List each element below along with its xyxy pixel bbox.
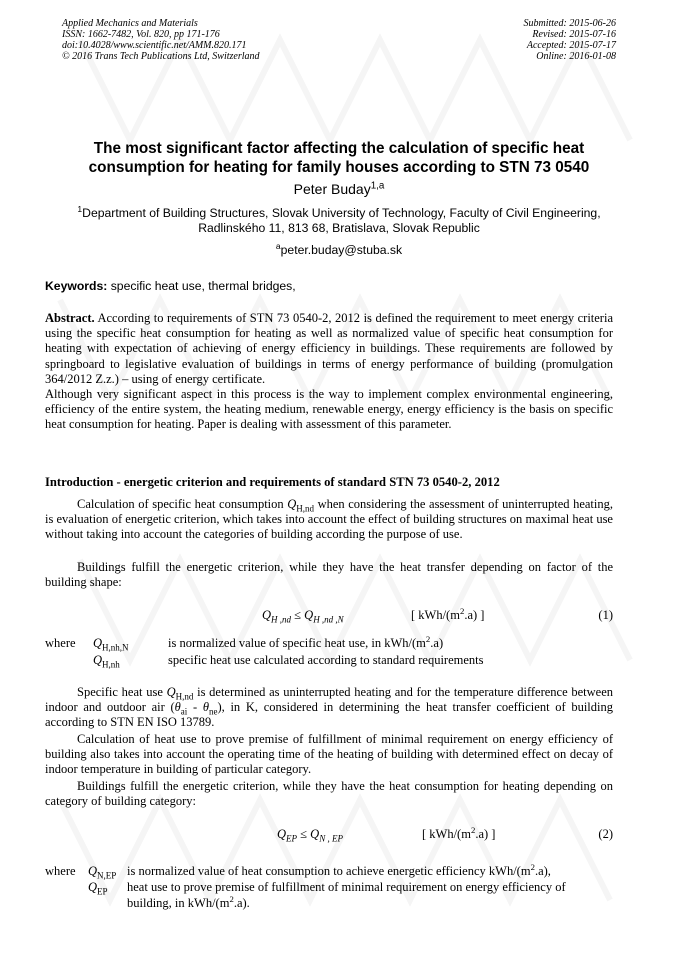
eq1-unit-b: .a) ] xyxy=(464,608,485,622)
eq2-unit-a: [ kWh/(m xyxy=(422,827,471,841)
affiliation-line-2: Radlinského 11, 813 68, Bratislava, Slovak Republic xyxy=(198,221,480,235)
where-2-def-2-line-2 xyxy=(127,893,250,911)
eq1-rhs-sub: H ,nd ,N xyxy=(313,614,344,625)
title-line-1: The most significant factor affecting the calculation of specific heat xyxy=(93,140,585,157)
section-p1-text-a: Calculation of specific heat consumption xyxy=(77,497,288,511)
eq2-relation: ≤ xyxy=(297,827,311,841)
where-2-def-2-tail: .a). xyxy=(233,896,250,910)
abstract-p2: Although very significant aspect in this process is the way to implement complex environmental engineering, efficiency of the entire system, the heating medium, renewable energy, energy efficiency is the basis on specific heat consumption for heating. Paper is dealing with assessment of this parameter. xyxy=(45,387,613,432)
affiliation-line-1: Department of Building Structures, Slovak University of Technology, Faculty of Civil Engineering, xyxy=(82,206,601,220)
where-2-sym-1-q: Q xyxy=(88,864,98,878)
affiliation-sup: 1 xyxy=(77,203,83,214)
where-1-sym-2-sub: H,nh xyxy=(102,659,120,670)
abstract xyxy=(45,311,613,433)
where-2-def-1-text: is normalized value of heat consumption to achieve energetic efficiency kWh/(m xyxy=(127,864,531,878)
section-p1-text-b: when considering the assessment of uninterrupted heating, is evaluation of energetic criterion, which takes into account the effect of building structures on maximal heat use without taking into account the categories of building according the purpose of use. xyxy=(45,497,613,542)
section-p1-symbol: Q xyxy=(287,497,297,511)
history-dates xyxy=(524,18,617,62)
section-p3-sub: H,nd xyxy=(175,691,194,702)
section-p3-text-c: ), in K, considered in determining the heat transfer coefficient of building according to STN EN ISO 13789. xyxy=(45,700,613,730)
section-heading: Introduction - energetic criterion and requirements of standard STN 73 0540-2, 2012 xyxy=(45,475,500,489)
where-1-sym-2 xyxy=(93,653,120,668)
journal-doi[interactable]: doi:10.4028/www.scientific.net/AMM.820.171 xyxy=(62,40,247,51)
where-2-word: where xyxy=(45,864,76,878)
affiliation xyxy=(40,203,638,236)
online-date: Online: 2016-01-08 xyxy=(536,51,616,62)
where-1-sym-2-q: Q xyxy=(93,653,103,667)
eq2-unit xyxy=(422,824,496,842)
journal-copyright: © 2016 Trans Tech Publications Ltd, Switzerland xyxy=(62,51,260,62)
section-p3-dash: - xyxy=(187,700,203,715)
where-2-sym-1-sub: N,EP xyxy=(97,870,117,881)
where-2-def-1-sup: 2 xyxy=(530,861,535,872)
where-1-sym-1-sub: H,nh,N xyxy=(102,642,129,653)
eq1-rhs: Q xyxy=(304,608,314,622)
journal-info xyxy=(62,18,260,62)
where-2-sym-1 xyxy=(88,864,116,879)
abstract-p1 xyxy=(45,311,613,387)
where-1-def-1 xyxy=(168,633,444,651)
keywords-label: Keywords: xyxy=(45,279,108,293)
eq1-unit-sup: 2 xyxy=(459,605,465,616)
section-p3 xyxy=(45,685,613,731)
theta-ne: θ xyxy=(202,700,209,715)
abstract-label: Abstract. xyxy=(45,311,95,325)
author-name: Peter Buday xyxy=(293,181,371,197)
theta-ai: θ xyxy=(174,700,181,715)
keywords xyxy=(45,279,635,294)
eq2-unit-sup: 2 xyxy=(470,824,476,835)
keywords-text: specific heat use, thermal bridges, xyxy=(107,279,296,293)
section-p4: Calculation of heat use to prove premise of fulfillment of minimal requirement on energy efficiency of building also takes into account the operating time of the heating of building with determined effect on decay of indoor temperature in building of particular category. xyxy=(45,732,613,777)
where-2-def-2-line-1: heat use to prove premise of fulfillment of minimal requirement on energy efficiency of xyxy=(127,880,566,894)
author-line xyxy=(40,180,638,198)
where-1-def-2: specific heat use calculated according to standard requirements xyxy=(168,653,484,667)
eq2-number: (2) xyxy=(598,827,613,841)
eq2-lhs-sub: EP xyxy=(286,833,298,844)
eq2-lhs: Q xyxy=(277,827,287,841)
journal-issn: ISSN: 1662-7482, Vol. 820, pp 171-176 xyxy=(62,29,220,40)
where-2-sym-2-sub: EP xyxy=(97,886,108,897)
where-1-sym-1-q: Q xyxy=(93,636,103,650)
where-1-def-1-sup: 2 xyxy=(425,633,431,644)
where-2-def-2-text: building, in kWh/(m xyxy=(127,896,230,910)
section-p5: Buildings fulfill the energetic criterion, while they have the heat consumption for heating depending on category of building category: xyxy=(45,779,613,809)
eq1-unit xyxy=(411,605,485,623)
eq1-number: (1) xyxy=(598,608,613,622)
theta-ai-sub: ai xyxy=(180,706,188,717)
abstract-p1-text: According to requirements of STN 73 0540-2, 2012 is defined the requirement to meet energy criteria using the specific heat consumption for heating as well as normalized value of specific heat consumption for heating with expectation of achieving of energy efficiency in buildings. These requirements are followed by springboard to legislative evaluation of buildings in terms of energy performance of building (promulgation 364/2012 Z.z.) – using of energy certificate. xyxy=(45,311,613,386)
eq2-unit-b: .a) ] xyxy=(475,827,496,841)
email-line xyxy=(40,240,638,258)
where-1-word: where xyxy=(45,636,76,650)
section-p1-sub: H,nd xyxy=(296,503,315,514)
theta-ne-sub: ne xyxy=(208,706,218,717)
section-p3-symbol: Q xyxy=(166,685,176,699)
author-email[interactable]: peter.buday@stuba.sk xyxy=(280,243,403,257)
where-1-def-1-text: is normalized value of specific heat use, in kWh/(m xyxy=(168,636,426,650)
section-p3-text-b: is determined as uninterrupted heating and for the temperature difference between indoor and outdoor air ( xyxy=(45,685,614,715)
where-2-sym-2-q: Q xyxy=(88,880,98,894)
eq1-relation: ≤ xyxy=(291,608,305,622)
where-1-def-1-tail: .a) xyxy=(430,636,444,650)
where-2-def-1 xyxy=(127,861,551,879)
section-p2: Buildings fulfill the energetic criterion, while they have the heat transfer depending on factor of the building shape: xyxy=(45,560,613,590)
section-p1 xyxy=(45,497,613,543)
title-line-2: consumption for heating for family houses according to STN 73 0540 xyxy=(88,159,590,176)
where-2-sym-2 xyxy=(88,880,108,895)
where-1-sym-1 xyxy=(93,636,129,651)
eq1-lhs: Q xyxy=(262,608,272,622)
email-sup: a xyxy=(275,240,281,251)
journal-name: Applied Mechanics and Materials xyxy=(62,18,198,29)
submitted-date: Submitted: 2015-06-26 xyxy=(523,18,616,29)
eq1-lhs-sub: H ,nd xyxy=(271,614,292,625)
revised-date: Revised: 2015-07-16 xyxy=(532,29,616,40)
eq2-rhs: Q xyxy=(310,827,320,841)
eq2-rhs-sub: N , EP xyxy=(319,833,343,844)
paper-title xyxy=(40,139,638,177)
equation-2 xyxy=(277,827,343,842)
where-2-def-1-tail: .a), xyxy=(534,864,551,878)
equation-1 xyxy=(262,608,344,623)
accepted-date: Accepted: 2015-07-17 xyxy=(526,40,616,51)
author-sup: 1,a xyxy=(370,180,385,192)
section-p3-text-a: Specific heat use xyxy=(77,685,167,699)
where-2-def-2-sup: 2 xyxy=(229,893,234,904)
eq1-unit-a: [ kWh/(m xyxy=(411,608,460,622)
